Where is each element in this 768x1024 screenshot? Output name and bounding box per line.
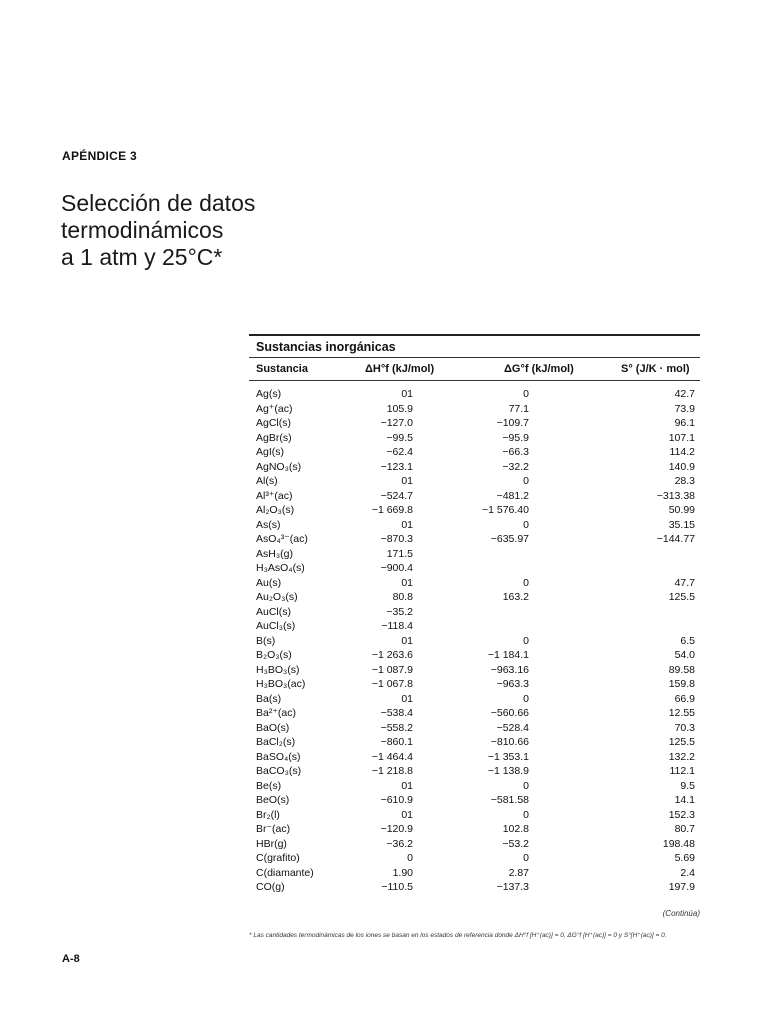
substance-cell: Ba(s): [256, 692, 282, 705]
table-header: [249, 358, 700, 380]
substance-cell: H₃AsO₄(s): [256, 562, 305, 574]
enthalpy-cell: −900.4: [380, 562, 413, 574]
title-line: a 1 atm y 25°C*: [61, 244, 223, 270]
enthalpy-cell: −1 263.6: [371, 649, 413, 661]
gibbs-cell: 102.8: [502, 823, 529, 835]
gibbs-cell: −810.66: [490, 736, 529, 748]
entropy-cell: 42.7: [674, 388, 695, 400]
gibbs-cell: −1 138.9: [487, 765, 529, 777]
footnote: * Las cantidades termodinámicas de los iones se basan en los estados de referencia donde ΔH°f [H⁺(ac)] = 0, ΔG°f [H⁺(ac)] = 0 y S°[H⁺(ac)] = 0.: [249, 932, 667, 939]
substance-cell: BaCO₃(s): [256, 765, 302, 777]
enthalpy-cell: −99.5: [386, 431, 413, 444]
table-row: [249, 561, 700, 576]
gibbs-cell: −528.4: [496, 721, 529, 734]
enthalpy-cell: −1 669.8: [371, 504, 413, 516]
table-row: [249, 387, 700, 402]
entropy-cell: 47.7: [674, 576, 695, 589]
gibbs-cell: 163.2: [502, 591, 529, 603]
enthalpy-cell: 0: [407, 852, 413, 864]
substance-cell: Be(s): [256, 779, 282, 792]
enthalpy-cell: 01: [401, 388, 413, 400]
enthalpy-cell: 105.9: [386, 402, 413, 415]
table-row: [249, 634, 700, 649]
thermo-table: [249, 334, 700, 895]
enthalpy-cell: −35.2: [386, 605, 413, 618]
entropy-cell: 96.1: [674, 417, 695, 429]
substance-cell: HBr(g): [256, 837, 287, 850]
table-row: [249, 692, 700, 707]
entropy-cell: 73.9: [674, 402, 695, 415]
table-row: [249, 866, 700, 881]
substance-cell: AsH₃(g): [256, 547, 293, 560]
substance-cell: Al₂O₃(s): [256, 504, 295, 516]
entropy-cell: 112.1: [669, 765, 695, 777]
gibbs-cell: 0: [523, 518, 529, 531]
page-number: A-8: [62, 953, 80, 965]
entropy-cell: 6.5: [680, 634, 695, 647]
substance-cell: BaSO₄(s): [256, 750, 301, 763]
gibbs-cell: −32.2: [502, 460, 529, 473]
enthalpy-cell: −36.2: [386, 837, 413, 850]
table-row: [249, 532, 700, 547]
enthalpy-cell: −1 087.9: [371, 663, 413, 676]
substance-cell: BaCl₂(s): [256, 736, 296, 748]
section-title: Sustancias inorgánicas: [256, 340, 396, 354]
substance-cell: AgI(s): [256, 446, 285, 458]
gibbs-cell: −1 576.40: [481, 504, 529, 516]
gibbs-cell: −635.97: [490, 533, 529, 545]
enthalpy-cell: 80.8: [392, 591, 413, 603]
gibbs-cell: −1 353.1: [487, 750, 529, 763]
enthalpy-cell: −110.5: [381, 881, 413, 893]
substance-cell: BeO(s): [256, 794, 290, 806]
substance-cell: Au(s): [256, 576, 282, 589]
table-row: [249, 431, 700, 446]
enthalpy-cell: −870.3: [380, 533, 413, 545]
title-line: Selección de datos: [61, 190, 256, 216]
enthalpy-cell: 01: [401, 576, 413, 589]
entropy-cell: −144.77: [656, 533, 695, 545]
enthalpy-cell: 171.5: [386, 547, 413, 560]
entropy-cell: 140.9: [668, 460, 695, 473]
gibbs-cell: −66.3: [502, 446, 529, 458]
enthalpy-cell: −524.7: [380, 489, 413, 502]
enthalpy-cell: −62.4: [386, 446, 413, 458]
enthalpy-cell: −860.1: [380, 736, 413, 748]
table-row: [249, 445, 700, 460]
substance-cell: Al(s): [256, 475, 278, 487]
enthalpy-cell: −538.4: [380, 707, 413, 719]
enthalpy-cell: −1 464.4: [371, 750, 413, 763]
enthalpy-cell: −1 067.8: [371, 678, 413, 690]
substance-cell: Al³⁺(ac): [256, 489, 293, 502]
entropy-cell: 70.3: [674, 721, 695, 734]
table-row: [249, 503, 700, 518]
table-row: [249, 518, 700, 533]
entropy-cell: 9.5: [680, 779, 695, 792]
continued-note: (Continúa): [662, 909, 700, 918]
gibbs-cell: −109.7: [496, 417, 529, 429]
table-row: [249, 793, 700, 808]
gibbs-cell: −481.2: [496, 489, 529, 502]
header-sustancia: Sustancia: [256, 363, 308, 375]
gibbs-cell: 0: [523, 634, 529, 647]
substance-cell: AsO₄³⁻(ac): [256, 533, 308, 545]
entropy-cell: 198.48: [662, 837, 695, 850]
enthalpy-cell: −127.0: [380, 417, 413, 429]
enthalpy-cell: 1.90: [392, 866, 413, 879]
entropy-cell: −313.38: [656, 489, 695, 502]
substance-cell: H₃BO₃(s): [256, 663, 300, 676]
entropy-cell: 125.5: [668, 736, 695, 748]
substance-cell: AuCl₃(s): [256, 620, 296, 632]
enthalpy-cell: −558.2: [380, 721, 413, 734]
entropy-cell: 107.1: [668, 431, 695, 444]
table-row: [249, 489, 700, 504]
table-row: [249, 576, 700, 591]
header-enthalpy: ΔH°f (kJ/mol): [365, 363, 435, 375]
entropy-cell: 28.3: [674, 475, 695, 487]
entropy-cell: 5.69: [674, 852, 695, 864]
substance-cell: Ba²⁺(ac): [256, 707, 296, 719]
gibbs-cell: −53.2: [502, 837, 529, 850]
gibbs-cell: 0: [523, 808, 529, 821]
entropy-cell: 80.7: [674, 823, 695, 835]
table-row: [249, 706, 700, 721]
substance-cell: C(grafito): [256, 852, 300, 864]
enthalpy-cell: −610.9: [380, 794, 413, 806]
entropy-cell: 12.55: [668, 707, 695, 719]
enthalpy-cell: 01: [401, 692, 413, 705]
substance-cell: B₂O₃(s): [256, 649, 292, 661]
substance-cell: BaO(s): [256, 721, 290, 734]
gibbs-cell: 0: [523, 388, 529, 400]
gibbs-cell: 0: [523, 779, 529, 792]
enthalpy-cell: −118.4: [381, 620, 413, 632]
table-row: [249, 779, 700, 794]
table-row: [249, 605, 700, 620]
gibbs-cell: 0: [523, 475, 529, 487]
substance-cell: As(s): [256, 518, 281, 531]
table-row: [249, 547, 700, 562]
table-row: [249, 648, 700, 663]
substance-cell: AgBr(s): [256, 431, 292, 444]
entropy-cell: 152.3: [668, 808, 695, 821]
gibbs-cell: −1 184.1: [487, 649, 529, 661]
entropy-cell: 132.2: [668, 750, 695, 763]
table-row: [249, 880, 700, 895]
table-row: [249, 764, 700, 779]
entropy-cell: 114.2: [669, 446, 695, 458]
substance-cell: H₃BO₃(ac): [256, 678, 306, 690]
enthalpy-cell: 01: [401, 518, 413, 531]
table-row: [249, 808, 700, 823]
substance-cell: Br₂(l): [256, 808, 280, 821]
enthalpy-cell: 01: [401, 475, 413, 487]
header-rule: [249, 380, 700, 381]
title-line: termodinámicos: [61, 217, 224, 243]
table-row: [249, 590, 700, 605]
entropy-cell: 54.0: [674, 649, 695, 661]
substance-cell: Ag(s): [256, 388, 282, 400]
entropy-cell: 197.9: [668, 881, 695, 893]
gibbs-cell: 0: [523, 692, 529, 705]
gibbs-cell: −581.58: [490, 794, 529, 806]
entropy-cell: 2.4: [680, 866, 695, 879]
substance-cell: C(diamante): [256, 866, 314, 879]
table-row: [249, 416, 700, 431]
entropy-cell: 50.99: [668, 504, 695, 516]
entropy-cell: 159.8: [668, 678, 695, 690]
substance-cell: AgCl(s): [256, 417, 292, 429]
gibbs-cell: −963.3: [496, 678, 529, 690]
entropy-cell: 14.1: [674, 794, 695, 806]
entropy-cell: 125.5: [668, 591, 695, 603]
substance-cell: Br⁻(ac): [256, 823, 291, 835]
substance-cell: CO(g): [256, 881, 285, 893]
gibbs-cell: 0: [523, 576, 529, 589]
substance-cell: AuCl(s): [256, 605, 292, 618]
table-body: [249, 387, 700, 895]
table-row: [249, 750, 700, 765]
table-row: [249, 619, 700, 634]
gibbs-cell: −95.9: [502, 431, 529, 444]
entropy-cell: 66.9: [674, 692, 695, 705]
substance-cell: AgNO₃(s): [256, 460, 302, 473]
table-row: [249, 851, 700, 866]
gibbs-cell: 0: [523, 852, 529, 864]
table-row: [249, 663, 700, 678]
table-row: [249, 460, 700, 475]
table-row: [249, 822, 700, 837]
substance-cell: Au₂O₃(s): [256, 591, 298, 603]
gibbs-cell: −137.3: [496, 881, 529, 893]
gibbs-cell: −560.66: [490, 707, 529, 719]
table-row: [249, 735, 700, 750]
substance-cell: Ag⁺(ac): [256, 402, 293, 415]
gibbs-cell: 2.87: [508, 866, 529, 879]
table-row: [249, 402, 700, 417]
table-row: [249, 721, 700, 736]
table-row: [249, 474, 700, 489]
enthalpy-cell: −1 218.8: [371, 765, 413, 777]
appendix-label: APÉNDICE 3: [62, 149, 138, 163]
gibbs-cell: −963.16: [490, 663, 529, 676]
header-gibbs: ΔG°f (kJ/mol): [504, 363, 574, 375]
enthalpy-cell: 01: [401, 779, 413, 792]
substance-cell: B(s): [256, 634, 276, 647]
enthalpy-cell: 01: [401, 634, 413, 647]
table-row: [249, 837, 700, 852]
table-row: [249, 677, 700, 692]
entropy-cell: 35.15: [668, 518, 695, 531]
header-entropy: S° (J/K · mol): [621, 363, 690, 375]
enthalpy-cell: 01: [401, 808, 413, 821]
enthalpy-cell: −123.1: [380, 460, 413, 473]
enthalpy-cell: −120.9: [380, 823, 413, 835]
gibbs-cell: 77.1: [508, 402, 529, 415]
page-title: [61, 190, 255, 271]
entropy-cell: 89.58: [668, 663, 695, 676]
